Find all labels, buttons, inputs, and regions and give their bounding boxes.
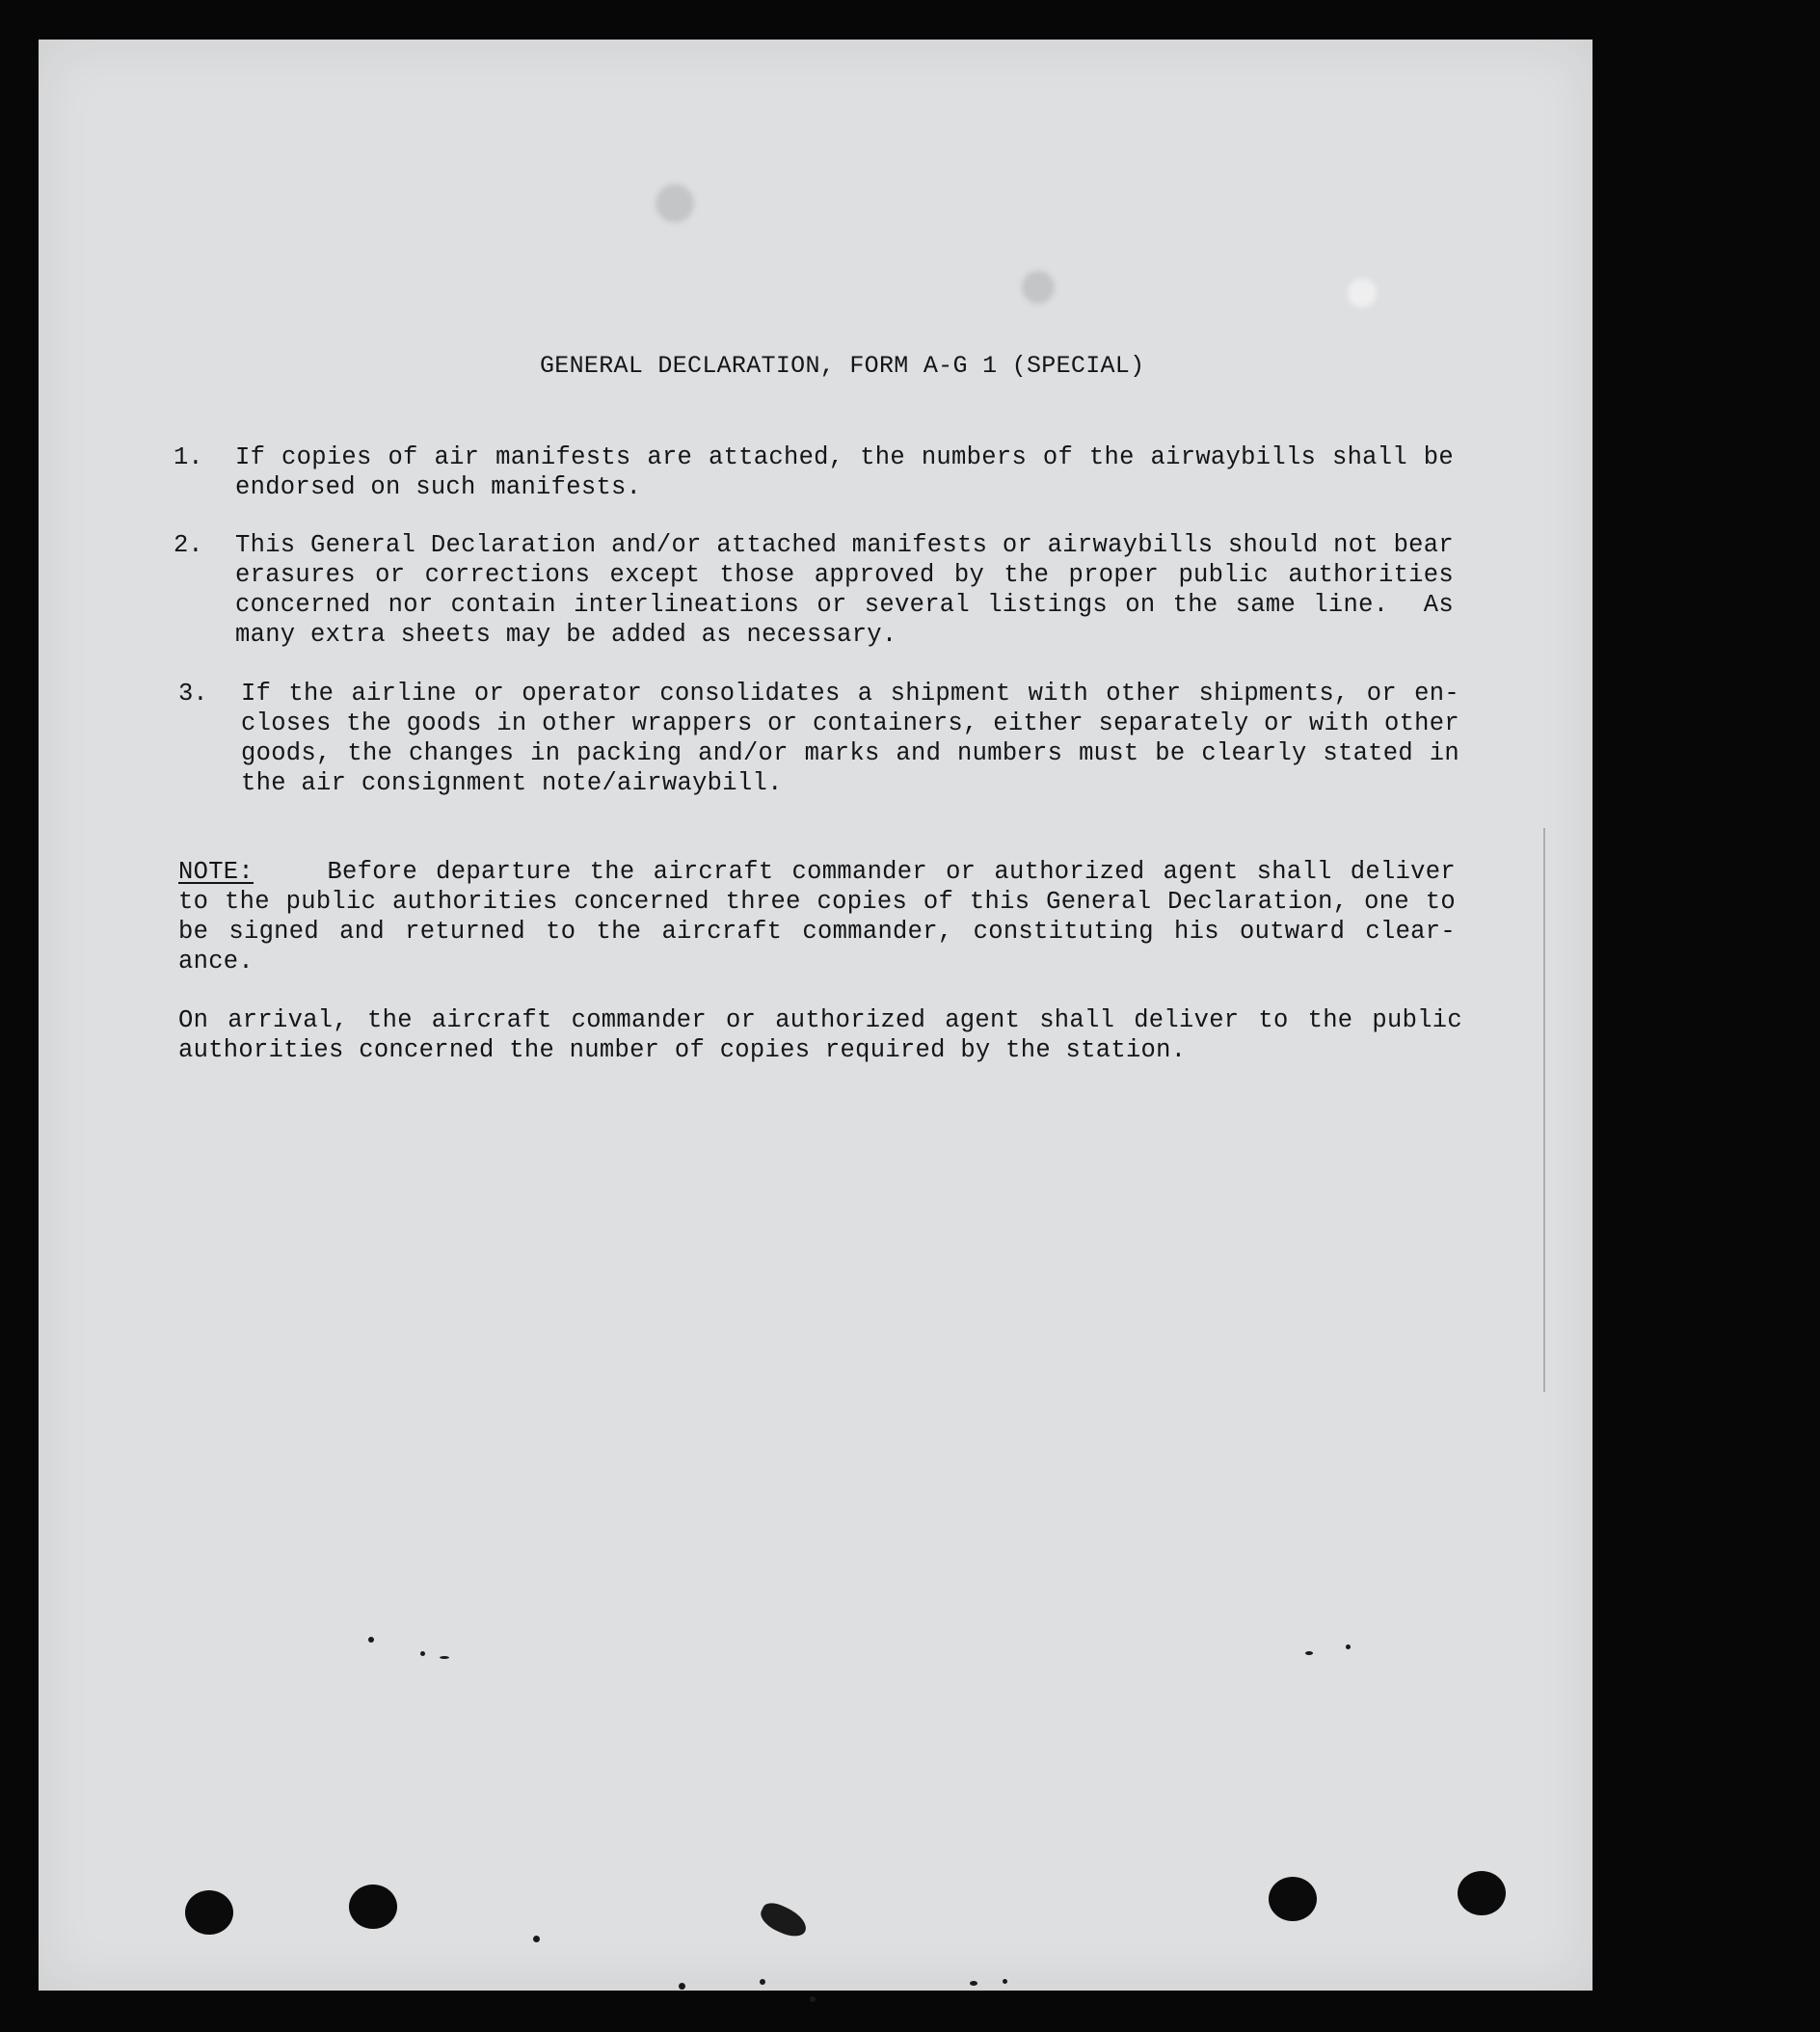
item-number: 1. xyxy=(174,443,203,471)
punch-hole xyxy=(349,1885,397,1929)
punch-hole xyxy=(1269,1877,1317,1921)
item-line: If copies of air manifests are attached, the numbers of the airwaybills shall be xyxy=(235,443,1454,471)
item-line: goods, the changes in packing and/or marks and numbers must be clearly stated in xyxy=(241,739,1459,767)
arrival-line: On arrival, the aircraft commander or authorized agent shall deliver to the public xyxy=(178,1006,1462,1034)
ink-speck xyxy=(970,1981,977,1986)
item-line: many extra sheets may be added as necessary. xyxy=(235,621,897,649)
scan-smudge xyxy=(656,184,694,223)
ink-speck xyxy=(1346,1644,1351,1649)
item-line: closes the goods in other wrappers or containers, either separately or with other xyxy=(241,709,1459,737)
note-line: to the public authorities concerned three copies of this General Declaration, one to xyxy=(178,888,1456,916)
item-line: If the airline or operator consolidates a shipment with other shipments, or en- xyxy=(241,680,1459,708)
item-line: the air consignment note/airwaybill. xyxy=(241,769,783,797)
ink-speck xyxy=(679,1983,685,1990)
ink-speck xyxy=(760,1979,765,1985)
note-first-line-text: Before departure the aircraft commander or authorized agent shall deliver xyxy=(327,858,1456,886)
ink-speck xyxy=(368,1637,374,1643)
item-number: 2. xyxy=(174,531,203,559)
paper-sheet xyxy=(39,40,1592,1991)
item-line: concerned nor contain interlineations or several listings on the same line. As xyxy=(235,591,1454,619)
ink-speck xyxy=(1305,1651,1313,1655)
item-line: This General Declaration and/or attached manifests or airwaybills should not bear xyxy=(235,531,1454,559)
ink-speck xyxy=(440,1656,449,1659)
note-first-line xyxy=(178,857,1456,887)
arrival-line: authorities concerned the number of copies required by the station. xyxy=(178,1036,1187,1064)
document-title: GENERAL DECLARATION, FORM A-G 1 (SPECIAL) xyxy=(540,352,1145,380)
ink-speck xyxy=(1003,1979,1007,1984)
ink-speck xyxy=(533,1936,540,1942)
note-line: ance. xyxy=(178,948,254,976)
arrival-paragraph xyxy=(178,1005,1462,1065)
ink-speck xyxy=(420,1651,425,1656)
punch-hole xyxy=(185,1890,233,1935)
fold-crease xyxy=(1543,828,1545,1392)
note-line: be signed and returned to the aircraft commander, constituting his outward clear- xyxy=(178,918,1456,946)
item-number: 3. xyxy=(178,680,208,708)
note-paragraph xyxy=(178,857,1456,976)
ink-speck xyxy=(810,1996,816,2002)
list-item xyxy=(235,442,1454,502)
punch-hole xyxy=(1458,1871,1506,1915)
list-item xyxy=(241,679,1459,798)
item-line: endorsed on such manifests. xyxy=(235,473,642,501)
ink-blot xyxy=(757,1899,811,1942)
scan-smudge xyxy=(1348,279,1377,307)
item-line: erasures or corrections except those approved by the proper public authorities xyxy=(235,561,1454,589)
note-label: NOTE: xyxy=(178,858,254,886)
scan-smudge xyxy=(1022,271,1055,304)
list-item xyxy=(235,530,1454,650)
